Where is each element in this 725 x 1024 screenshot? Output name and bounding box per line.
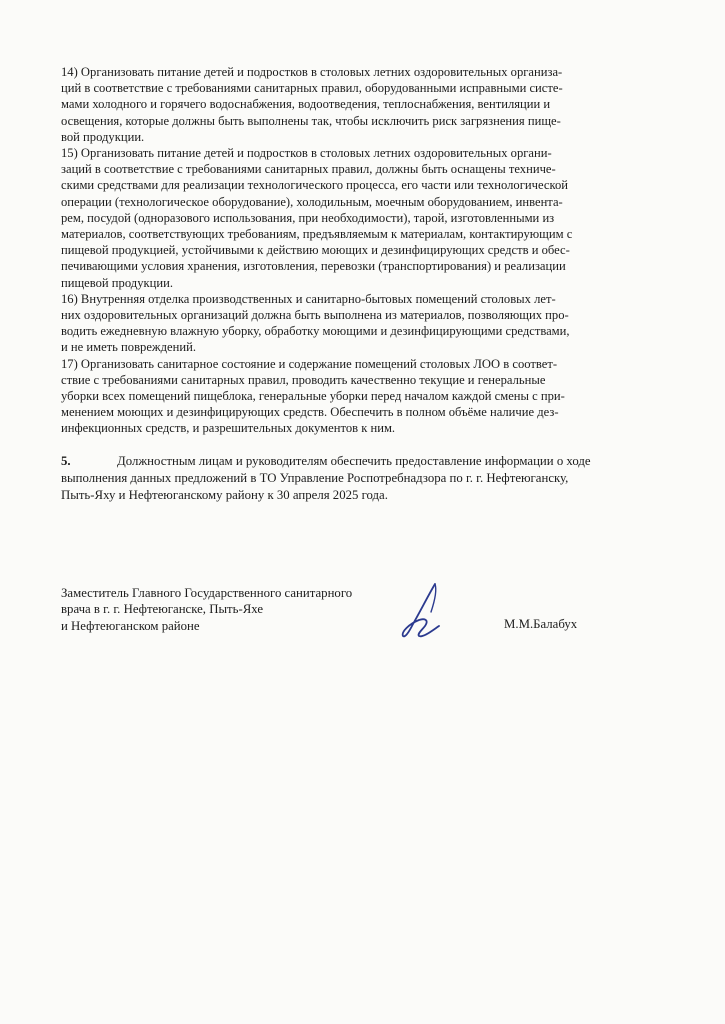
item-15-line: скими средствами для реализации технологического процесса, его части или технологической (61, 178, 568, 193)
item-15-line: пищевой продукции. (61, 275, 173, 290)
item-5-line: Пыть-Яху и Нефтеюганскому району к 30 апреля 2025 года. (61, 487, 388, 502)
item-16 (61, 291, 665, 356)
item-17 (61, 356, 665, 437)
signatory-name: М.М.Балабух (504, 617, 578, 631)
item-17-line: уборки всех помещений пищеблока, генеральные уборки перед началом каждой смены с при- (61, 389, 565, 404)
item-16-line: водить ежедневную влажную уборку, обработку моющими и дезинфицирующими средствами, (61, 324, 570, 339)
item-15 (61, 145, 665, 291)
item-15-line: рем, посудой (одноразового использования, при необходимости), тарой, изготовленными из (61, 210, 555, 225)
item-14 (61, 64, 665, 145)
item-14-line: мами холодного и горячего водоснабжения, водоотведения, теплоснабжения, вентиляции и (61, 97, 551, 112)
handwritten-signature-icon (395, 580, 455, 642)
item-17-line: 17) Организовать санитарное состояние и содержание помещений столовых ЛОО в соответ- (61, 356, 558, 371)
item-14-line: ций в соответствие с требованиями санитарных правил, оборудованными исправными систе- (61, 81, 563, 96)
item-15-line: 15) Организовать питание детей и подростков в столовых летних оздоровительных органи- (61, 146, 552, 161)
item-15-line: заций в соответствие с требованиями санитарных правил, должны быть оснащены техниче- (61, 162, 556, 177)
item-15-line: операции (технологическое оборудование), холодильным, моечным оборудованием, инвента- (61, 194, 563, 209)
item-16-line: и не иметь повреждений. (61, 340, 196, 355)
item-17-line: ствие с требованиями санитарных правил, проводить качественно текущие и генеральные (61, 372, 546, 387)
item-17-line: менением моющих и дезинфицирующих средств. Обеспечить в полном объёме наличие дез- (61, 405, 559, 420)
item-5-number: 5. (61, 453, 71, 468)
item-17-line: инфекционных средств, и разрешительных документов к ним. (61, 421, 396, 436)
item-14-line: 14) Организовать питание детей и подростков в столовых летних оздоровительных организа- (61, 65, 563, 79)
document-body (61, 64, 665, 504)
signatory-title-line: и Нефтеюганском районе (61, 618, 200, 633)
item-14-line: освещения, которые должны быть выполнены так, чтобы исключить риск загрязнения пище- (61, 113, 561, 128)
item-5-line: выполнения данных предложений в ТО Управление Роспотребнадзора по г. г. Нефтеюганску, (61, 470, 569, 485)
item-14-line: вой продукции. (61, 129, 145, 144)
spacer (61, 437, 665, 453)
item-16-line: 16) Внутренняя отделка производственных и санитарно-бытовых помещений столовых лет- (61, 291, 556, 306)
item-15-line: материалов, соответствующих требованиям, предъявляемым к материалам, контактирующим с (61, 227, 573, 242)
signatory-title-line: Заместитель Главного Государственного санитарного (61, 586, 353, 600)
item-15-line: пищевой продукцией, устойчивыми к действию моющих и дезинфицирующих средств и обес- (61, 243, 570, 258)
item-5-line: Должностным лицам и руководителям обеспечить предоставление информации о ходе (117, 453, 591, 468)
signatory-title-line: врача в г. г. Нефтеюганске, Пыть-Яхе (61, 602, 264, 617)
item-15-line: печивающими условия хранения, изготовления, перевозки (транспортирования) и реализации (61, 259, 566, 274)
item-16-line: них оздоровительных организаций должна быть выполнена из материалов, позволяющих про- (61, 308, 569, 323)
signatory-title (61, 585, 352, 634)
item-5 (61, 453, 665, 504)
